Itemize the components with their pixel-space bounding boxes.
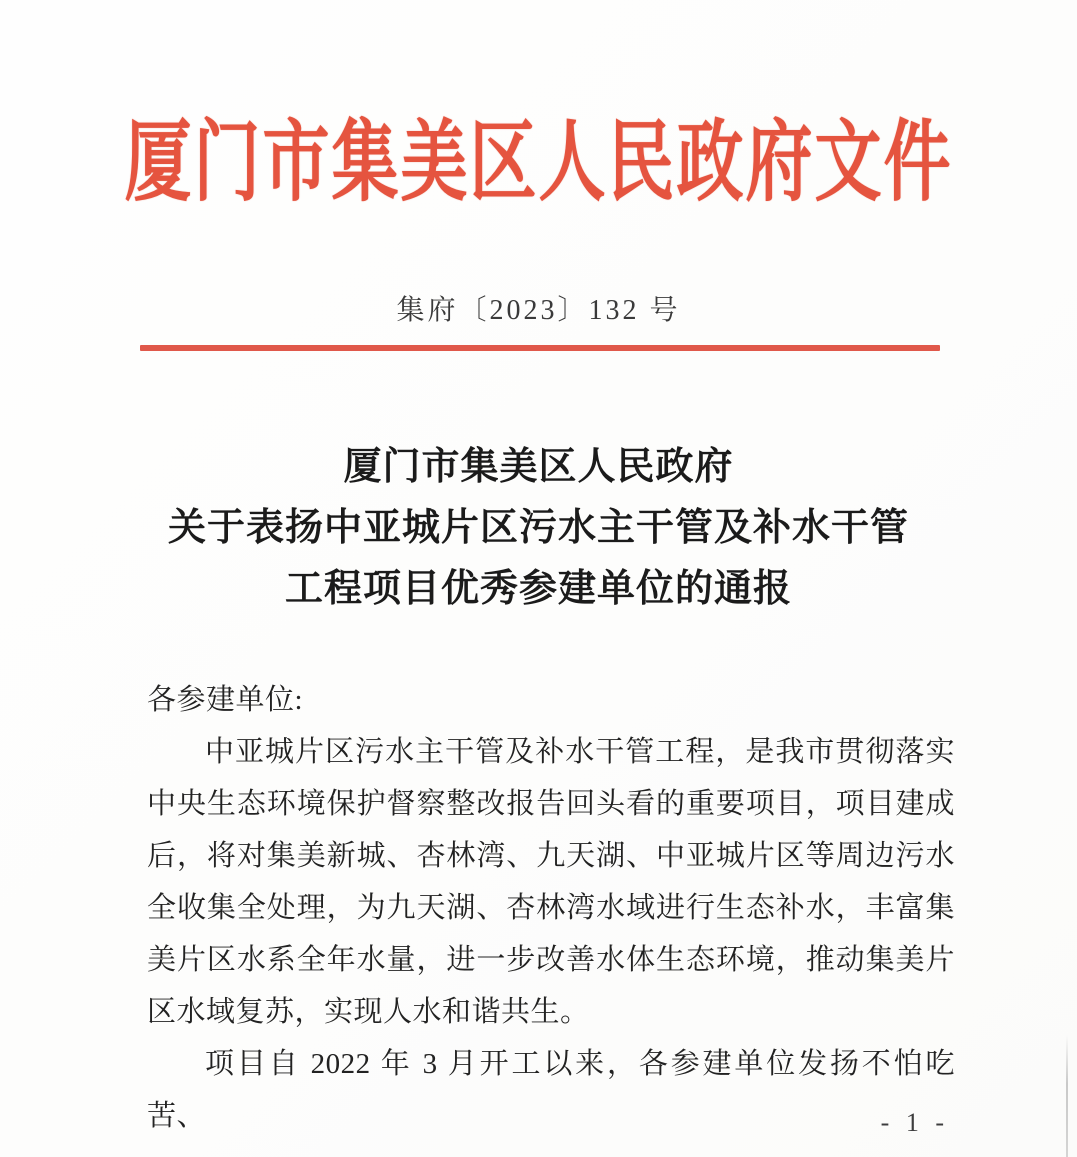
document-title-line-3: 工程项目优秀参建单位的通报 <box>284 568 792 610</box>
red-separator-line <box>140 345 940 351</box>
document-title-line-2: 关于表扬中亚城片区污水主干管及补水干管 <box>167 507 909 549</box>
red-letterhead-agency-title: 厦门市集美区人民政府文件 <box>124 114 953 213</box>
page-number: - 1 - <box>880 1108 949 1137</box>
body-paragraph: 项目自 2022 年 3 月开工以来，各参建单位发扬不怕吃苦、 <box>147 1048 955 1132</box>
document-title <box>0 437 1077 620</box>
salutation: 各参建单位: <box>147 684 304 716</box>
scan-edge-artifact <box>1066 1035 1068 1157</box>
body-paragraph: 中亚城片区污水主干管及补水干管工程，是我市贯彻落实中央生态环境保护督察整改报告回头看的重要项目，项目建成后，将对集美新城、杏林湾、九天湖、中亚城片区等周边污水全收集全处理，为九天湖、杏林湾水域进行生态补水，丰富集美片区水系全年水量，进一步改善水体生态环境，推动集美片区水域复苏，实现人水和谐共生。 <box>147 736 955 1028</box>
document-body <box>147 674 955 1142</box>
document-reference-number: 集府〔2023〕132 号 <box>396 295 681 326</box>
document-title-line-1: 厦门市集美区人民政府 <box>343 446 734 488</box>
